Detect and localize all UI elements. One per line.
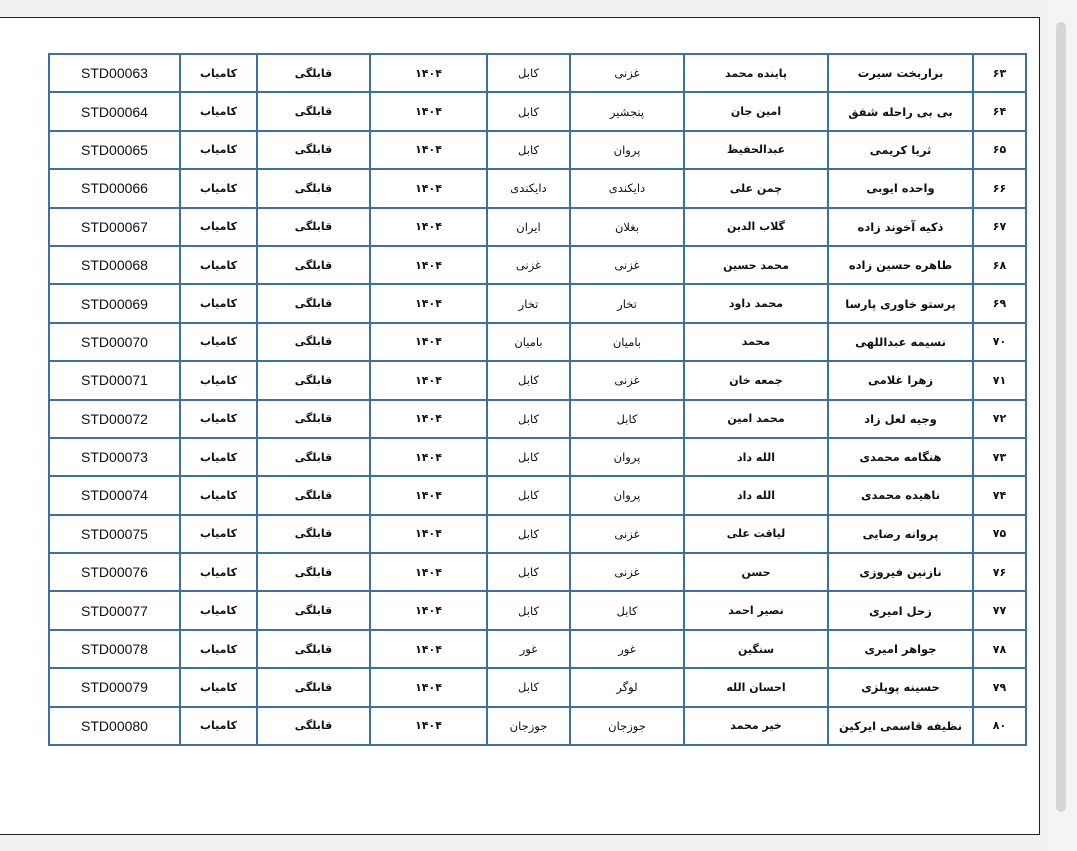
row-number-cell: ۶۹: [973, 284, 1026, 322]
grade-cell: قابلگی: [257, 92, 370, 130]
birthplace-cell: کابل: [570, 400, 684, 438]
father-name-cell: پاینده محمد: [684, 54, 828, 92]
year-cell: ۱۴۰۴: [370, 707, 487, 745]
student-id-cell: STD00077: [49, 591, 180, 629]
birthplace-cell: غور: [570, 630, 684, 668]
document-page: [0, 17, 1040, 835]
father-name-cell: عبدالحفیظ: [684, 131, 828, 169]
year-cell: ۱۴۰۴: [370, 361, 487, 399]
address-cell: جوزجان: [487, 707, 570, 745]
father-name-cell: الله داد: [684, 476, 828, 514]
row-number-cell: ۷۱: [973, 361, 1026, 399]
father-name-cell: احسان الله: [684, 668, 828, 706]
student-name-cell: نازنین فیروزی: [828, 553, 973, 591]
student-name-cell: ذکیه آخوند زاده: [828, 208, 973, 246]
student-name-cell: طاهره حسین زاده: [828, 246, 973, 284]
result-cell: کامیاب: [180, 323, 257, 361]
student-name-cell: حسینه پوپلزی: [828, 668, 973, 706]
address-cell: کابل: [487, 54, 570, 92]
student-name-cell: جواهر امیری: [828, 630, 973, 668]
year-cell: ۱۴۰۴: [370, 131, 487, 169]
address-cell: کابل: [487, 131, 570, 169]
row-number-cell: ۶۶: [973, 169, 1026, 207]
table-row: [49, 361, 1026, 399]
birthplace-cell: غزنی: [570, 246, 684, 284]
father-name-cell: حسن: [684, 553, 828, 591]
father-name-cell: چمن علی: [684, 169, 828, 207]
student-id-cell: STD00064: [49, 92, 180, 130]
address-cell: غزنی: [487, 246, 570, 284]
row-number-cell: ۷۲: [973, 400, 1026, 438]
table-row: [49, 476, 1026, 514]
father-name-cell: لیاقت علی: [684, 515, 828, 553]
table-row: [49, 707, 1026, 745]
year-cell: ۱۴۰۴: [370, 323, 487, 361]
father-name-cell: امین جان: [684, 92, 828, 130]
year-cell: ۱۴۰۴: [370, 438, 487, 476]
father-name-cell: خیر محمد: [684, 707, 828, 745]
year-cell: ۱۴۰۴: [370, 284, 487, 322]
table-row: [49, 438, 1026, 476]
student-name-cell: واحده ایوبی: [828, 169, 973, 207]
student-id-cell: STD00063: [49, 54, 180, 92]
grade-cell: قابلگی: [257, 438, 370, 476]
student-name-cell: وجیه لعل زاد: [828, 400, 973, 438]
student-id-cell: STD00074: [49, 476, 180, 514]
father-name-cell: الله داد: [684, 438, 828, 476]
student-name-cell: زحل امیری: [828, 591, 973, 629]
birthplace-cell: غزنی: [570, 553, 684, 591]
row-number-cell: ۶۴: [973, 92, 1026, 130]
year-cell: ۱۴۰۴: [370, 400, 487, 438]
student-id-cell: STD00071: [49, 361, 180, 399]
student-name-cell: پرستو خاوری پارسا: [828, 284, 973, 322]
address-cell: ایران: [487, 208, 570, 246]
result-cell: کامیاب: [180, 246, 257, 284]
table-row: [49, 630, 1026, 668]
grade-cell: قابلگی: [257, 553, 370, 591]
table-row: [49, 54, 1026, 92]
address-cell: کابل: [487, 476, 570, 514]
table-row: [49, 208, 1026, 246]
address-cell: کابل: [487, 553, 570, 591]
birthplace-cell: بغلان: [570, 208, 684, 246]
father-name-cell: محمد داود: [684, 284, 828, 322]
student-id-cell: STD00068: [49, 246, 180, 284]
year-cell: ۱۴۰۴: [370, 553, 487, 591]
address-cell: کابل: [487, 438, 570, 476]
row-number-cell: ۶۸: [973, 246, 1026, 284]
result-cell: کامیاب: [180, 54, 257, 92]
student-name-cell: نظیفه قاسمی ایرکین: [828, 707, 973, 745]
birthplace-cell: پروان: [570, 438, 684, 476]
grade-cell: قابلگی: [257, 208, 370, 246]
row-number-cell: ۷۵: [973, 515, 1026, 553]
address-cell: کابل: [487, 400, 570, 438]
father-name-cell: نصیر احمد: [684, 591, 828, 629]
grade-cell: قابلگی: [257, 400, 370, 438]
table-row: [49, 92, 1026, 130]
student-id-cell: STD00080: [49, 707, 180, 745]
grade-cell: قابلگی: [257, 246, 370, 284]
grade-cell: قابلگی: [257, 515, 370, 553]
grade-cell: قابلگی: [257, 591, 370, 629]
grade-cell: قابلگی: [257, 54, 370, 92]
result-cell: کامیاب: [180, 707, 257, 745]
student-name-cell: پروانه رضایی: [828, 515, 973, 553]
birthplace-cell: پروان: [570, 476, 684, 514]
address-cell: کابل: [487, 92, 570, 130]
table-row: [49, 284, 1026, 322]
row-number-cell: ۷۶: [973, 553, 1026, 591]
table-row: [49, 400, 1026, 438]
table-body: [49, 54, 1026, 745]
grade-cell: قابلگی: [257, 131, 370, 169]
result-cell: کامیاب: [180, 630, 257, 668]
student-id-cell: STD00066: [49, 169, 180, 207]
year-cell: ۱۴۰۴: [370, 169, 487, 207]
father-name-cell: سنگین: [684, 630, 828, 668]
year-cell: ۱۴۰۴: [370, 668, 487, 706]
address-cell: کابل: [487, 591, 570, 629]
student-id-cell: STD00070: [49, 323, 180, 361]
birthplace-cell: لوگر: [570, 668, 684, 706]
address-cell: تخار: [487, 284, 570, 322]
birthplace-cell: پروان: [570, 131, 684, 169]
birthplace-cell: جوزجان: [570, 707, 684, 745]
result-cell: کامیاب: [180, 668, 257, 706]
year-cell: ۱۴۰۴: [370, 54, 487, 92]
result-cell: کامیاب: [180, 591, 257, 629]
table-row: [49, 668, 1026, 706]
table-row: [49, 553, 1026, 591]
table-row: [49, 246, 1026, 284]
result-cell: کامیاب: [180, 400, 257, 438]
birthplace-cell: غزنی: [570, 54, 684, 92]
student-id-cell: STD00073: [49, 438, 180, 476]
student-name-cell: هنگامه محمدی: [828, 438, 973, 476]
birthplace-cell: کابل: [570, 591, 684, 629]
student-name-cell: زهرا غلامی: [828, 361, 973, 399]
student-id-cell: STD00069: [49, 284, 180, 322]
row-number-cell: ۶۵: [973, 131, 1026, 169]
student-id-cell: STD00078: [49, 630, 180, 668]
result-cell: کامیاب: [180, 553, 257, 591]
student-id-cell: STD00072: [49, 400, 180, 438]
student-id-cell: STD00075: [49, 515, 180, 553]
table-row: [49, 131, 1026, 169]
scrollbar-thumb[interactable]: [1056, 22, 1066, 812]
row-number-cell: ۶۷: [973, 208, 1026, 246]
year-cell: ۱۴۰۴: [370, 476, 487, 514]
address-cell: دایکندی: [487, 169, 570, 207]
student-id-cell: STD00067: [49, 208, 180, 246]
table-row: [49, 169, 1026, 207]
row-number-cell: ۸۰: [973, 707, 1026, 745]
result-cell: کامیاب: [180, 131, 257, 169]
year-cell: ۱۴۰۴: [370, 208, 487, 246]
student-name-cell: براربخت سیرت: [828, 54, 973, 92]
birthplace-cell: غزنی: [570, 361, 684, 399]
row-number-cell: ۷۴: [973, 476, 1026, 514]
student-id-cell: STD00065: [49, 131, 180, 169]
result-cell: کامیاب: [180, 515, 257, 553]
birthplace-cell: بامیان: [570, 323, 684, 361]
student-table: [48, 53, 1027, 746]
row-number-cell: ۶۳: [973, 54, 1026, 92]
grade-cell: قابلگی: [257, 707, 370, 745]
grade-cell: قابلگی: [257, 284, 370, 322]
student-name-cell: ناهیده محمدی: [828, 476, 973, 514]
address-cell: کابل: [487, 361, 570, 399]
birthplace-cell: تخار: [570, 284, 684, 322]
result-cell: کامیاب: [180, 476, 257, 514]
row-number-cell: ۷۸: [973, 630, 1026, 668]
year-cell: ۱۴۰۴: [370, 92, 487, 130]
result-cell: کامیاب: [180, 284, 257, 322]
year-cell: ۱۴۰۴: [370, 515, 487, 553]
father-name-cell: جمعه خان: [684, 361, 828, 399]
birthplace-cell: دایکندی: [570, 169, 684, 207]
address-cell: کابل: [487, 515, 570, 553]
student-id-cell: STD00079: [49, 668, 180, 706]
father-name-cell: محمد: [684, 323, 828, 361]
table-row: [49, 591, 1026, 629]
result-cell: کامیاب: [180, 208, 257, 246]
result-cell: کامیاب: [180, 438, 257, 476]
student-name-cell: نسیمه عبداللهی: [828, 323, 973, 361]
table-row: [49, 323, 1026, 361]
grade-cell: قابلگی: [257, 476, 370, 514]
result-cell: کامیاب: [180, 92, 257, 130]
father-name-cell: محمد حسین: [684, 246, 828, 284]
birthplace-cell: پنجشیر: [570, 92, 684, 130]
student-id-cell: STD00076: [49, 553, 180, 591]
grade-cell: قابلگی: [257, 668, 370, 706]
birthplace-cell: غزنی: [570, 515, 684, 553]
result-cell: کامیاب: [180, 361, 257, 399]
father-name-cell: محمد امین: [684, 400, 828, 438]
year-cell: ۱۴۰۴: [370, 591, 487, 629]
row-number-cell: ۷۹: [973, 668, 1026, 706]
grade-cell: قابلگی: [257, 323, 370, 361]
father-name-cell: گلاب الدین: [684, 208, 828, 246]
year-cell: ۱۴۰۴: [370, 246, 487, 284]
grade-cell: قابلگی: [257, 361, 370, 399]
address-cell: کابل: [487, 668, 570, 706]
table-row: [49, 515, 1026, 553]
address-cell: بامیان: [487, 323, 570, 361]
address-cell: غور: [487, 630, 570, 668]
student-name-cell: ثریا کریمی: [828, 131, 973, 169]
result-cell: کامیاب: [180, 169, 257, 207]
grade-cell: قابلگی: [257, 169, 370, 207]
row-number-cell: ۷۰: [973, 323, 1026, 361]
row-number-cell: ۷۷: [973, 591, 1026, 629]
year-cell: ۱۴۰۴: [370, 630, 487, 668]
row-number-cell: ۷۳: [973, 438, 1026, 476]
grade-cell: قابلگی: [257, 630, 370, 668]
student-name-cell: بی بی راحله شفق: [828, 92, 973, 130]
